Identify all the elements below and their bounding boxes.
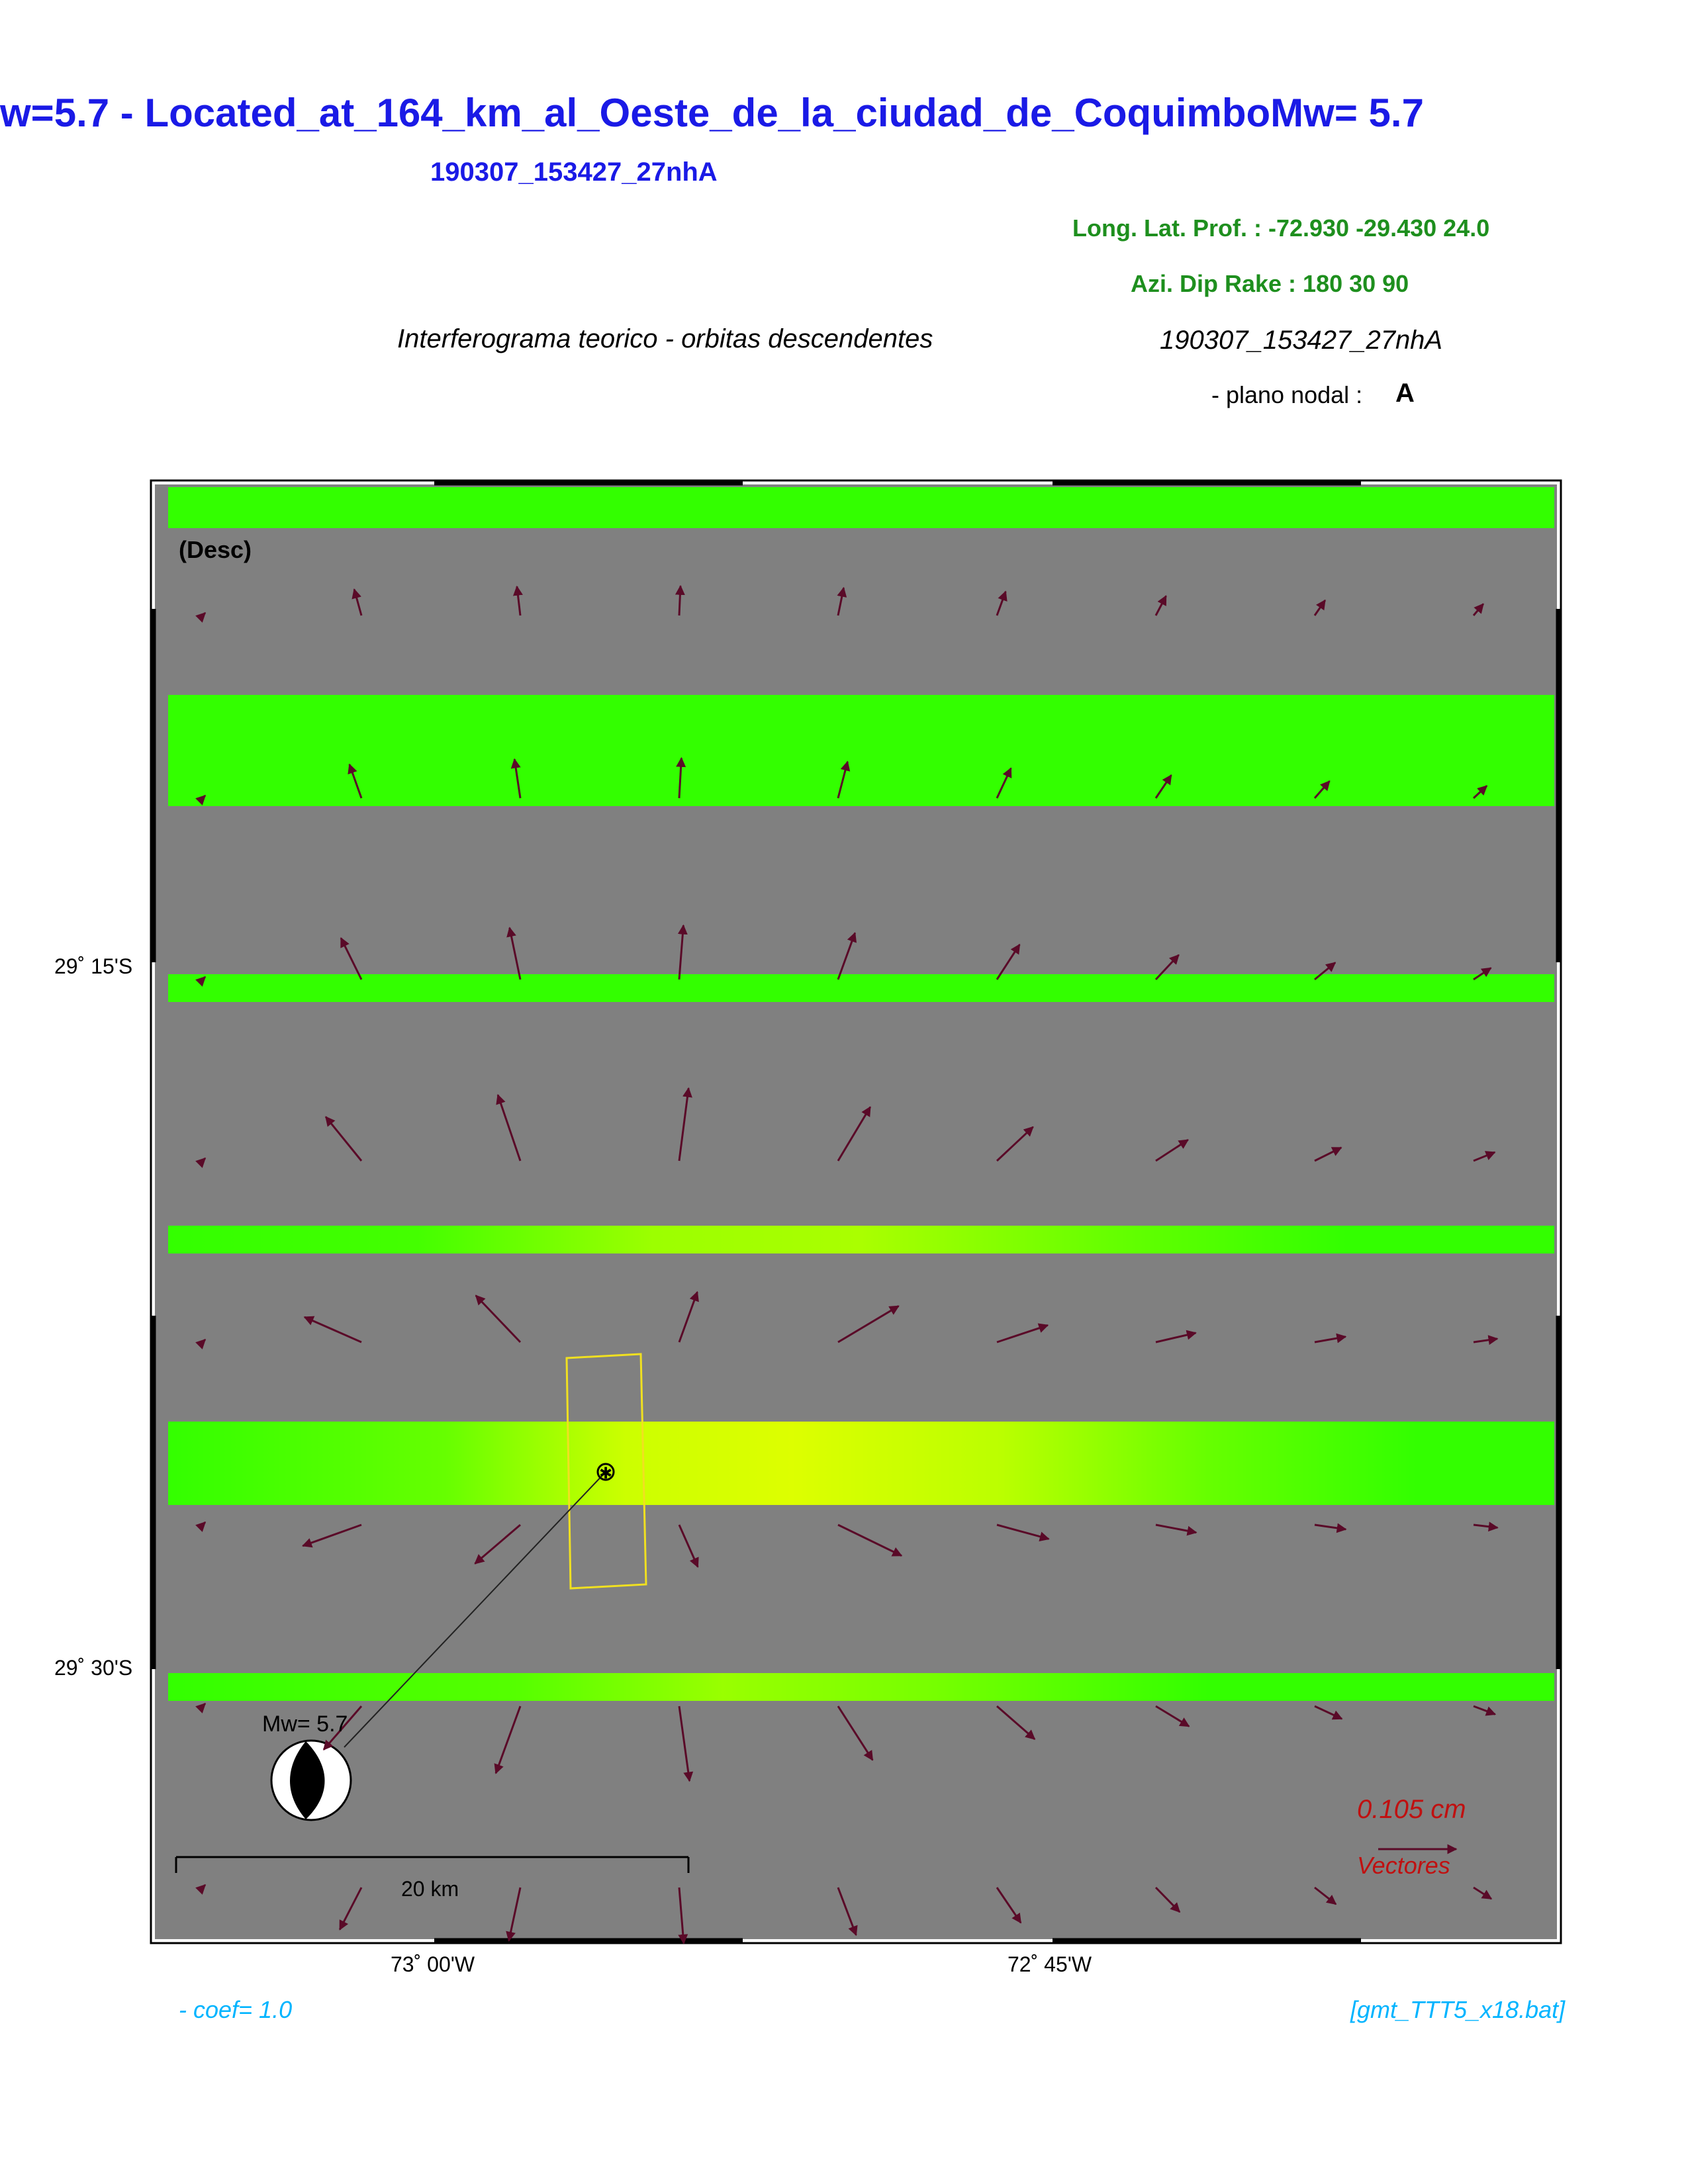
vector-scale-value: 0.105 cm [1357, 1795, 1466, 1824]
fringe-band [168, 695, 1554, 806]
fringe-band [168, 1226, 1554, 1253]
lat-tick-label: 29˚ 15'S [54, 954, 133, 978]
script-label: [gmt_TTT5_x18.bat] [1350, 1996, 1566, 2023]
beachball-icon [271, 1741, 351, 1820]
event-id-secondary: 190307_153427_27nhA [1160, 326, 1443, 355]
fringe-band [168, 974, 1554, 1002]
fringe-band [168, 487, 1554, 528]
fringe-band [168, 1422, 1554, 1505]
lon-tick-label: 73˚ 00'W [391, 1952, 475, 1976]
event-id: 190307_153427_27nhA [430, 158, 718, 187]
vector-scale-label: Vectores [1357, 1852, 1450, 1879]
map-title: w=5.7 - Located_at_164_km_al_Oeste_de_la_ciudad_de_CoquimboMw= 5.7 [0, 91, 1424, 135]
lat-tick-label: 29˚ 30'S [54, 1656, 133, 1680]
orbit-label: (Desc) [179, 536, 252, 563]
mechanism-line: Azi. Dip Rake : 180 30 90 [1131, 270, 1409, 297]
lon-tick-label: 72˚ 45'W [1008, 1952, 1092, 1976]
beachball-label: Mw= 5.7 [262, 1711, 348, 1737]
nodal-plane-label: - plano nodal : [1211, 381, 1363, 408]
epicenter-icon [598, 1464, 614, 1482]
scale-bar-label: 20 km [401, 1877, 459, 1901]
displacement-vector [679, 586, 680, 615]
interferogram-label: Interferograma teorico - orbitas descendentes [397, 324, 933, 353]
fringe-band [168, 1673, 1554, 1701]
coords-line: Long. Lat. Prof. : -72.930 -29.430 24.0 [1072, 214, 1490, 242]
nodal-plane-value: A [1395, 379, 1415, 408]
svg-text:✱: ✱ [598, 1464, 613, 1482]
coef-label: - coef= 1.0 [179, 1996, 293, 2023]
